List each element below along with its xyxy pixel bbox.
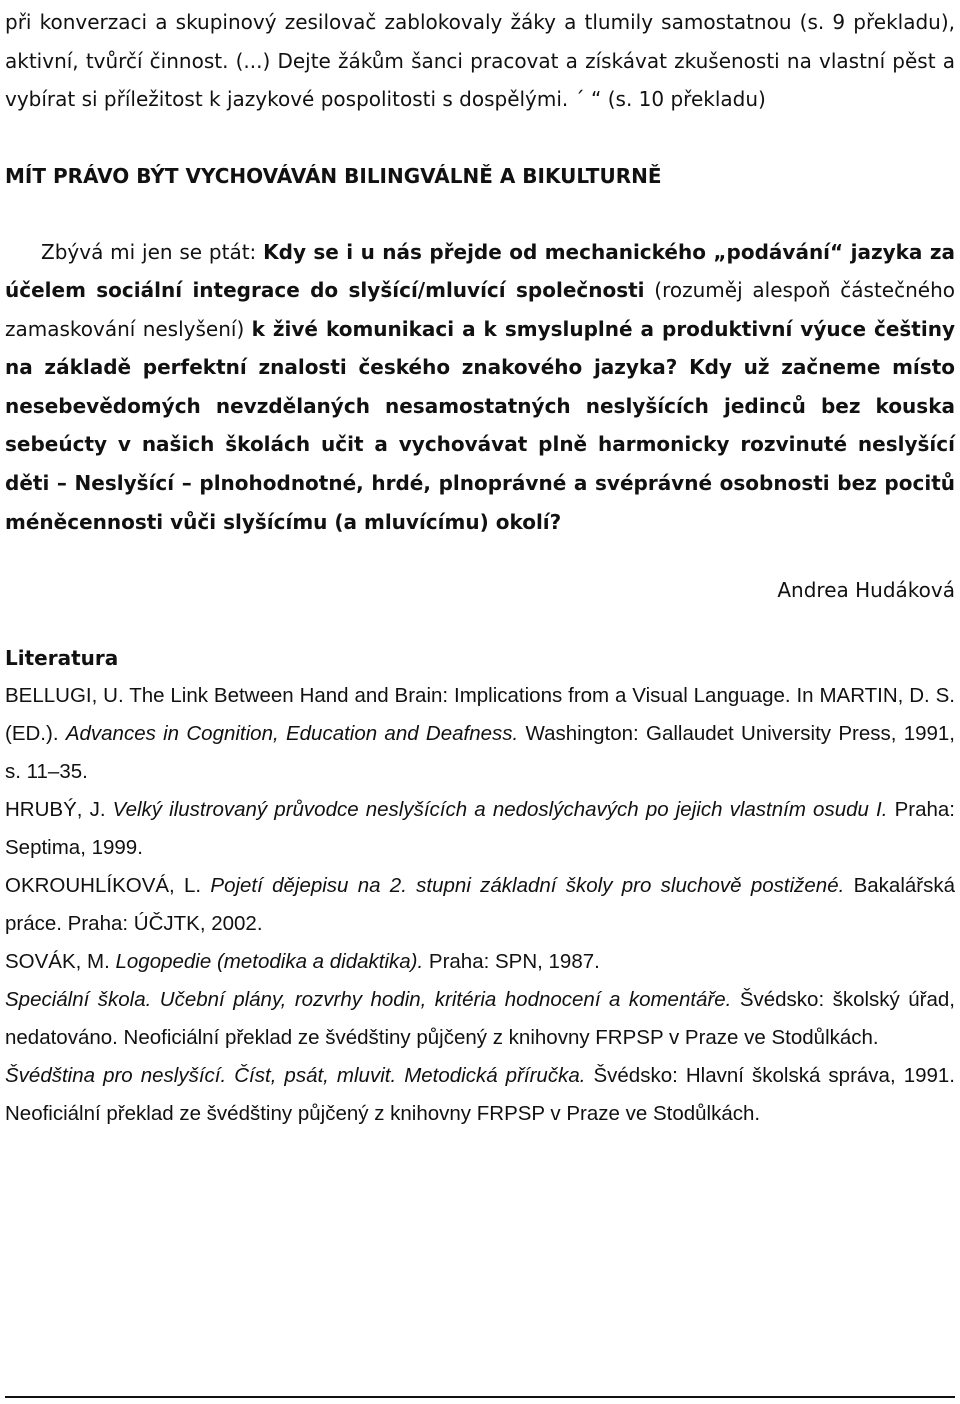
reference-title: Švédština pro neslyšící. Číst, psát, mluvit. Metodická příručka.	[5, 1064, 586, 1088]
reference-title: Pojetí dějepisu na 2. stupni základní školy pro sluchově postižené.	[210, 874, 845, 898]
reference-item	[5, 981, 955, 1057]
reference-item	[5, 677, 955, 791]
question-lead: Zbývá mi jen se ptát:	[41, 239, 264, 264]
page-bottom-rule	[5, 1396, 955, 1398]
reference-title: Velký ilustrovaný průvodce neslyšících a nedoslýchavých po jejich vlastním osudu I.	[112, 798, 888, 822]
reference-publication: Bakalářská práce. Praha: ÚČJTK, 2002.	[5, 874, 955, 936]
reference-list	[5, 677, 955, 1133]
reference-author-text: HRUBÝ, J.	[5, 798, 113, 822]
question-normal-1: (rozuměj alespoň částečného zamaskování neslyšení)	[5, 278, 955, 341]
reference-author-text: BELLUGI, U. The Link Between Hand and Brain: Implications from a Visual Language. In MARTIN, D. S. (ED.).	[5, 684, 955, 746]
reference-item	[5, 943, 955, 981]
reference-publication: Švédsko: školský úřad, nedatováno. Neoficiální překlad ze švédštiny půjčený z knihovny FRPSP v Praze ve Stodůlkách.	[5, 988, 955, 1050]
question-bold-2: k živé komunikaci a k smysluplné a produktivní výuce češtiny na základě perfektní znalosti českého znakového jazyka? Kdy už začneme místo nesebevědomých nevzdělaných nesamostatných neslyšících jedinců bez kouska sebeúcty v našich školách učit a vychovávat plně harmonicky rozvinuté neslyšící děti – Neslyšící – plnohodnotné, hrdé, plnoprávné a svéprávné osobnosti bez pocitů méněcennosti vůči slyšícímu (a mluvícímu) okolí?	[5, 316, 956, 534]
reference-publication: Washington: Gallaudet University Press, 1991, s. 11–35.	[5, 722, 955, 784]
section-heading: MÍT PRÁVO BÝT VYCHOVÁVÁN BILINGVÁLNĚ A BIKULTURNĚ	[5, 163, 662, 188]
question-paragraph	[5, 233, 955, 542]
question-bold-1: Kdy se i u nás přejde od mechanického „podávání“ jazyka za účelem sociální integrace do slyšící/mluvící společnosti	[5, 239, 955, 303]
reference-item	[5, 1057, 955, 1133]
reference-author-text: OKROUHLÍKOVÁ, L.	[5, 874, 211, 898]
reference-item	[5, 791, 955, 867]
reference-item	[5, 867, 955, 943]
reference-publication: Praha: Septima, 1999.	[5, 798, 955, 860]
document-page	[5, 0, 955, 1133]
intro-paragraph: při konverzaci a skupinový zesilovač zablokovaly žáky a tlumily samostatnou (s. 9 překladu), aktivní, tvůrčí činnost. (...) Dejte žákům šanci pracovat a získávat zkušenosti na vlastní pěst a vybírat si příležitost k jazykové pospolitosti s dospělými. ´ “ (s. 10 překladu)	[5, 10, 955, 111]
reference-title: Logopedie (metodika a didaktika).	[115, 950, 424, 974]
reference-publication: Praha: SPN, 1987.	[423, 950, 600, 974]
reference-title: Speciální škola. Učební plány, rozvrhy hodin, kritéria hodnocení a komentáře.	[5, 988, 732, 1012]
reference-publication: Švédsko: Hlavní školská správa, 1991. Neoficiální překlad ze švédštiny půjčený z knihovny FRPSP v Praze ve Stodůlkách.	[5, 1064, 955, 1126]
author-name: Andrea Hudáková	[777, 578, 955, 603]
reference-title: Advances in Cognition, Education and Deafness.	[65, 722, 519, 746]
reference-author-text: SOVÁK, M.	[5, 950, 116, 974]
literature-title: Literatura	[5, 646, 119, 671]
